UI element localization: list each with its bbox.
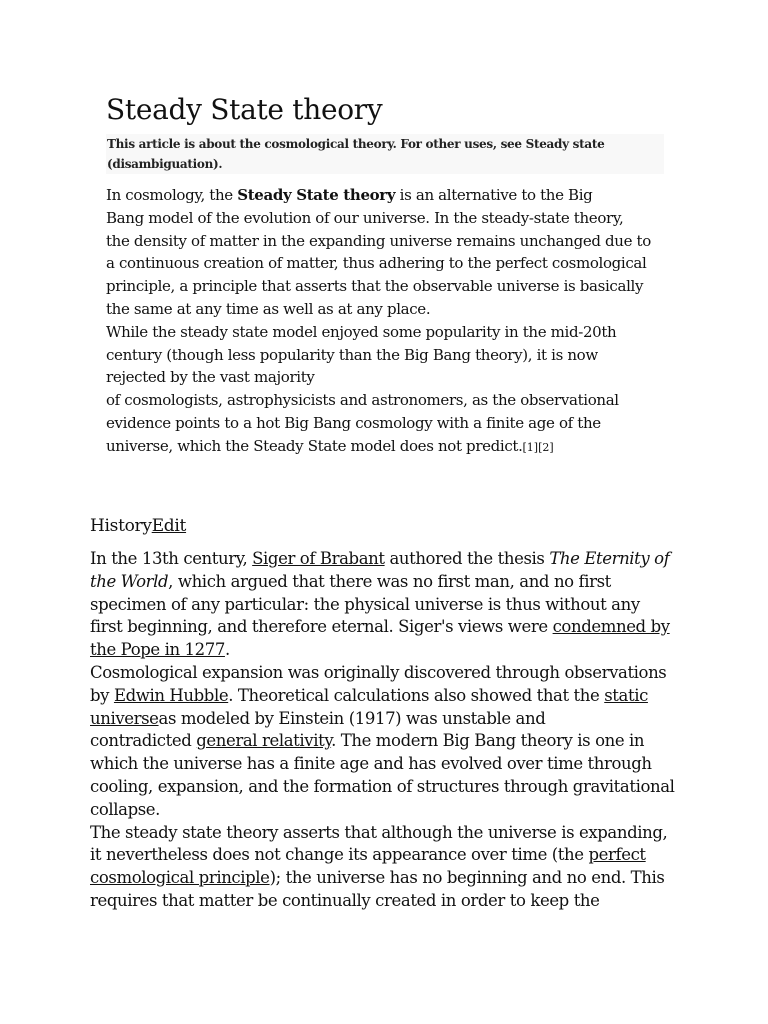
section-heading-history	[90, 514, 186, 538]
history-text: first beginning, and therefore eternal. Siger's views were	[90, 617, 553, 637]
history-text: ); the universe has no beginning and no end. This	[269, 868, 665, 888]
history-line: The steady state theory asserts that although the universe is expanding,	[90, 822, 668, 842]
history-line: cooling, expansion, and the formation of structures through gravitational	[90, 776, 675, 796]
history-line	[90, 639, 690, 662]
link-edwin-hubble[interactable]: Edwin Hubble	[113, 685, 229, 705]
intro-paragraph	[106, 184, 666, 460]
history-text: .	[224, 640, 230, 660]
history-line	[90, 730, 690, 753]
link-general-relativity[interactable]: general relativity	[196, 731, 332, 751]
history-line	[90, 616, 690, 639]
intro-line: a continuous creation of matter, thus adhering to the perfect cosmological	[106, 254, 647, 273]
history-text: , which argued that there was no first man, and no first	[168, 571, 611, 591]
history-text: . Theoretical calculations also showed that the	[228, 685, 605, 705]
history-text: as modeled by Einstein (1917) was unstable and	[158, 708, 546, 728]
link-perfect-cosmological-principle[interactable]: cosmological principle	[90, 868, 270, 888]
link-condemnations-1277[interactable]: the Pope in 1277	[90, 640, 225, 660]
history-line: collapse.	[90, 799, 161, 819]
history-text: In the 13th century,	[90, 549, 253, 568]
reference-link-1[interactable]: [1]	[522, 440, 539, 454]
history-line	[90, 685, 690, 708]
hatnote-line: This article is about the cosmological theory. For other uses, see Steady state	[107, 137, 605, 151]
history-line: Cosmological expansion was originally discovered through observations	[90, 662, 667, 682]
edit-section-link[interactable]: Edit	[151, 516, 187, 536]
theory-name-bold: Steady State theory	[237, 186, 396, 204]
hatnote	[106, 134, 664, 174]
intro-text: universe, which the Steady State model does not predict.	[106, 436, 523, 455]
intro-line	[106, 435, 666, 460]
history-text: . The modern Big Bang theory is one in	[331, 731, 645, 751]
intro-text: In cosmology, the	[106, 186, 238, 204]
hatnote-line: (disambiguation).	[107, 157, 223, 171]
intro-line: evidence points to a hot Big Bang cosmology with a finite age of the	[106, 413, 601, 432]
link-static-universe[interactable]: universe	[90, 708, 159, 728]
history-text: contradicted	[90, 731, 197, 751]
intro-line: Bang model of the evolution of our universe. In the steady-state theory,	[106, 208, 624, 227]
intro-line: principle, a principle that asserts that the observable universe is basically	[106, 277, 644, 296]
history-line	[90, 708, 690, 731]
intro-line: rejected by the vast majority	[106, 368, 315, 387]
intro-line: While the steady state model enjoyed some popularity in the mid-20th	[106, 322, 617, 341]
history-line: which the universe has a finite age and has evolved over time through	[90, 754, 652, 774]
book-title-italic: the World	[90, 571, 169, 591]
history-line	[90, 867, 690, 890]
intro-line: century (though less popularity than the Big Bang theory), it is now	[106, 345, 598, 364]
reference-link-2[interactable]: [2]	[538, 440, 554, 454]
link-condemnations-1277[interactable]: condemned by	[552, 617, 670, 637]
intro-line	[106, 184, 666, 207]
history-line	[90, 571, 690, 594]
intro-line: of cosmologists, astrophysicists and astronomers, as the observational	[106, 391, 619, 410]
intro-line: the same at any time as well as at any place.	[106, 299, 431, 318]
history-text: it nevertheless does not change its appearance over time (the	[90, 845, 589, 865]
book-title-italic: The Eternity of	[549, 549, 670, 568]
page-title: Steady State theory	[106, 93, 383, 126]
section-heading-label: History	[90, 516, 152, 536]
link-siger-of-brabant[interactable]: Siger of Brabant	[252, 549, 385, 568]
intro-line: the density of matter in the expanding universe remains unchanged due to	[106, 231, 651, 250]
history-line: requires that matter be continually created in order to keep the	[90, 890, 600, 910]
link-static-universe[interactable]: static	[604, 685, 648, 705]
intro-text: is an alternative to the Big	[395, 186, 593, 204]
history-body	[90, 548, 690, 913]
link-perfect-cosmological-principle[interactable]: perfect	[588, 845, 646, 865]
history-line: specimen of any particular: the physical universe is thus without any	[90, 594, 640, 614]
history-line	[90, 844, 690, 867]
history-line	[90, 548, 690, 571]
history-text: by	[90, 685, 114, 705]
history-text: authored the thesis	[384, 549, 550, 568]
